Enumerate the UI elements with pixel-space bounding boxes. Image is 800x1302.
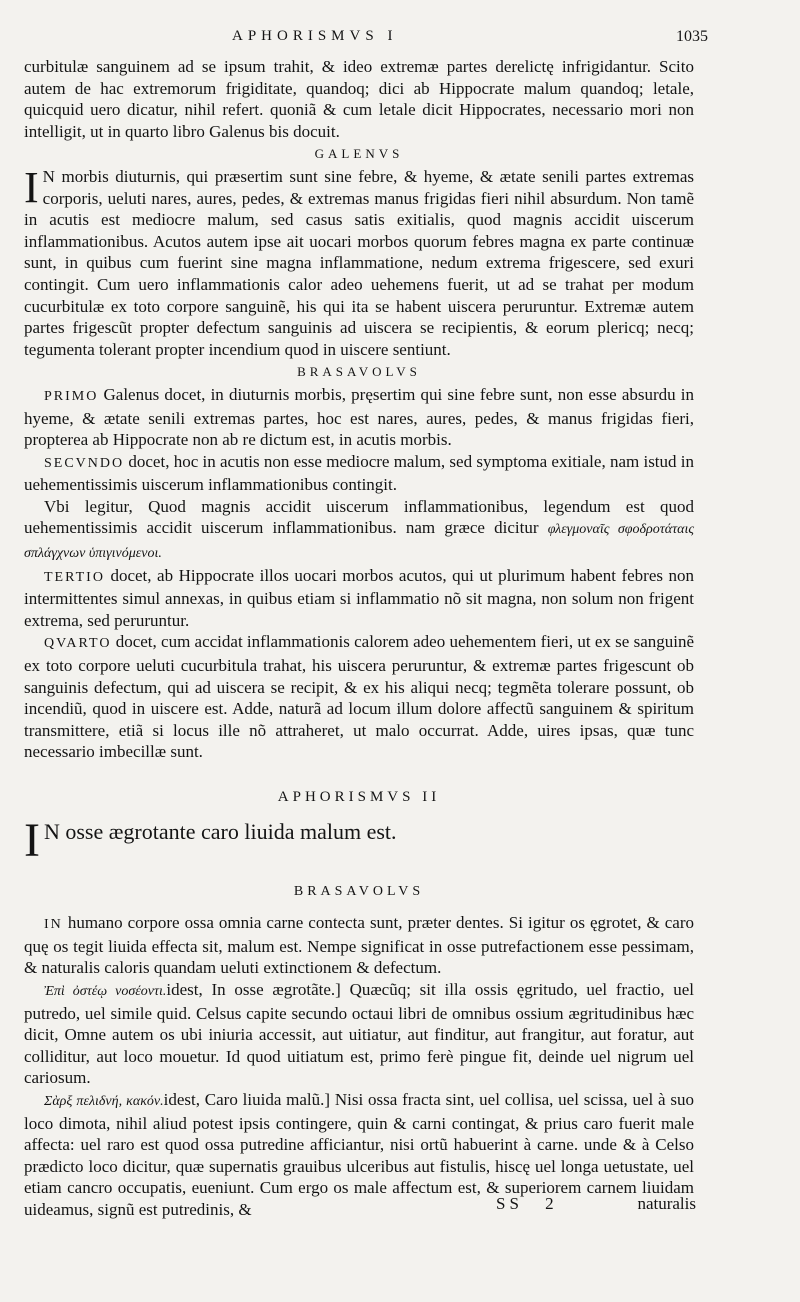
folio-number: 1035 (676, 28, 708, 45)
quarto-text: docet, cum accidat inflammationis calorem adeo uehementem fieri, ut ex se sanguinẽ ex toto corpore ueluti cucurbitula trahat, his uiscera peruruntur, & extremæ partes frigescunt ob sanguinis defectum, qui ad uiscera se recipit, & ex his aliqui necq; tegmẽta tolerare possunt, ob incendiũ, quod in uiscere est. Adde, naturã ad locum illum dolore affectũ sanguinem & spiritum transmittere, etiã si locus ille nõ attraheret, ut malo occurrat. Adde, uires ipsas, quæ tunc necessario imbecillæ sunt. (24, 632, 695, 762)
aphorism-2-text (24, 813, 694, 867)
primo-lead: PRIMO (44, 388, 99, 404)
primo-paragraph (24, 384, 694, 451)
greek1-paragraph (24, 979, 694, 1089)
running-head (0, 28, 800, 50)
signature-number: 2 (545, 1194, 554, 1213)
signature-mark: SS (496, 1194, 523, 1213)
ubi-text: Vbi legitur, Quod magnis accidit uiscerum inflammationibus, legendum est quod uehementissimis accidit uiscerum inflammationibus. nam græce dicitur (24, 496, 694, 538)
tertio-paragraph (24, 565, 694, 632)
galenus-text: N morbis diuturnis, qui præsertim sunt sine febre, & hyeme, & ætate senili partes extremas corporis, ueluti nares, aures, pedes, & extremas manus frigidas fieri nihil absurdum. Non tamẽ in acutis est mediocre malum, sed casus satis exitialis, quod magnis accidit uiscerum inflammationibus. Acutos autem ipse ait uocari morbos quorum febres magna ex parte continuæ sunt, in quibus cum fuerint sine magna inflammatione, nedum extrema frigescere, sed exuri contingit. Cum uero inflammationis calor adeo uehemens fuerit, ut ad se trahat per modum cucurbitulæ ex toto corpore sanguinẽ, his qui ita se habent uiscera peruruntur. Extremæ autem partes frigescũt propter defectum sanguinis ad uiscera se recipientis, & eorum plericq; necq; tegumenta tolerant propter incendium quod in uiscere sentiunt. (24, 166, 694, 359)
galenus-heading: GALENVS (314, 146, 404, 162)
greek1-lemma: Ἐπὶ ὀστέῳ νοσέοντι. (44, 983, 167, 999)
in-text: humano corpore ossa omnia carne contecta sunt, præter dentes. Si igitur os ęgrotet, & caro quę os tegit liuida effecta sit, malum est. Nempe significat in osse putrefactionem esse pessimam, & naturalis caloris quandam ueluti extinctionem & defectum. (24, 913, 695, 978)
brasavolus-heading-1: BRASAVOLVS (297, 364, 421, 380)
greek1-text: idest, In osse ægrotãte.] Quæcũq; sit illa ossis ęgritudo, uel fractio, uel putredo, uel simile quid. Celsus capite secundo octaui libri de omnibus ossium ægritudinibus hæc dicit, Omne autem os ubi iniuria accessit, aut uitiatur, aut finditur, aut frangitur, aut foratur, aut colliditur, aut loco mouetur. Id quod uitiatum est, primo ferè pingue fit, deinde uel nigrum uel cariosum. (24, 979, 695, 1088)
ubi-paragraph (24, 496, 694, 565)
quarto-lead: QVARTO (44, 636, 112, 652)
ubi-greek: φλεγμοναῖς σφοδροτάταις σπλάγχνων ὑπιγινόμενοι. (24, 522, 695, 562)
aphorism-2-heading: APHORISMVS II (277, 789, 441, 805)
greek2-lemma: Σὰρξ πελιδνή, κακόν. (44, 1093, 164, 1109)
aphorism-2-dropcap: I (24, 813, 40, 867)
aphorism-2-body: N osse ægrotante caro liuida malum est. (43, 818, 397, 844)
tertio-lead: TERTIO (44, 569, 105, 585)
galenus-paragraph (24, 162, 694, 360)
galenus-dropcap: I (24, 162, 39, 212)
tertio-text: docet, ab Hippocrate illos uocari morbos acutos, qui ut plurimum habent febres non intermittentes simul annexas, in quibus etiam si inflammatio nõ sit magna, non solum non frigent extrema, sed peruruntur. (24, 565, 694, 630)
running-title: APHORISMVS I (232, 28, 398, 44)
in-paragraph (24, 912, 694, 979)
in-lead: IN (44, 917, 63, 933)
intro-paragraph: curbitulæ sanguinem ad se ipsum trahit, & ideo extremæ partes derelictę infrigidantur. Scito autem de hac extremorum frigiditate, quandoq; dici ab Hippocrate malum quandoq; letale, quicquid uero dicatur, nihil refert. quoniã & cum letale dicit Hippocrates, necessario mori non intelligit, ut in quarto libro Galenus bis docuit. (24, 57, 694, 141)
secundo-paragraph (24, 451, 694, 496)
primo-text: Galenus docet, in diuturnis morbis, pręsertim qui sine febre sunt, non esse absurdu in hyeme, & ætate senili extremas partes, hoc est nares, aures, pedes, & manus frigidas fieri, propterea ab Hippocrate non ab re dictum est, in acutis morbis. (24, 384, 695, 450)
greek2-text: idest, Caro liuida malũ.] Nisi ossa fracta sint, uel collisa, uel scissa, uel à suo loco dimota, nihil aliud potest ipsis contingere, quin & carni contingat, & prius caro fuerit male affecta: uel raro est quod ossa putredine afficiantur, nisi ortũ habuerint à carne. unde & à Celso prædicto loco dicitur, quæ supernatis grauibus ulceribus aut fistulis, hiscę uel longa uetustate, uel etiam cancro occupatis, eueniunt. Cum ergo os male affectum est, & superiorem carnem liuidam uideamus, signũ est putredinis, & (24, 1089, 694, 1219)
quarto-paragraph (24, 631, 694, 763)
secundo-lead: SECVNDO (44, 455, 125, 471)
secundo-text: docet, hoc in acutis non esse mediocre malum, sed symptoma exitiale, nam istud in uehementissimis uiscerum inflammationibus contingit. (24, 451, 695, 495)
brasavolus-heading-2: BRASAVOLVS (293, 883, 425, 899)
catchword: naturalis (637, 1194, 696, 1213)
signature-line (496, 1194, 696, 1214)
body-text (24, 56, 694, 1221)
